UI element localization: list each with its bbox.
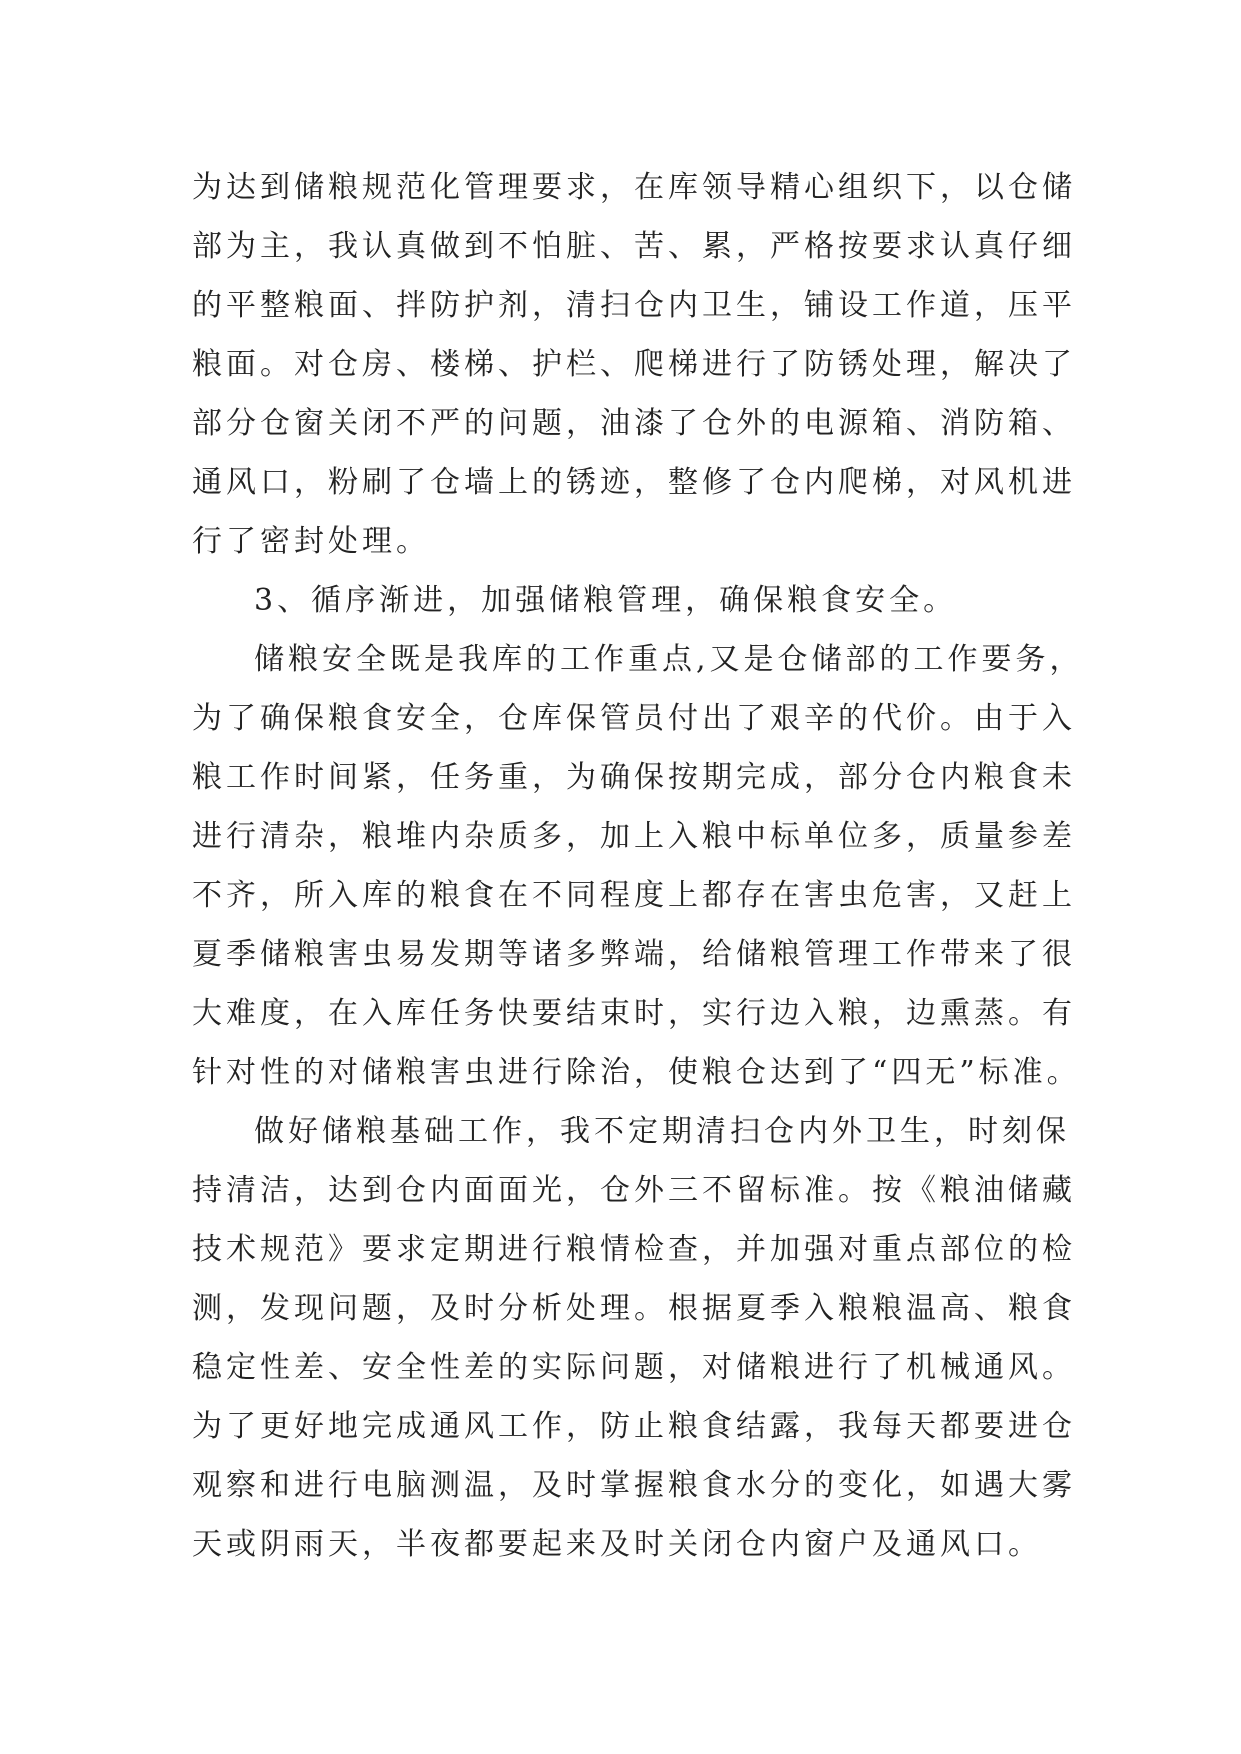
- text-line: 部分仓窗关闭不严的问题，油漆了仓外的电源箱、消防箱、: [192, 406, 1076, 441]
- text-line: 行了密封处理。: [192, 524, 430, 559]
- text-line: 测，发现问题，及时分析处理。根据夏季入粮粮温高、粮食: [192, 1291, 1076, 1326]
- section-heading: 3、循序渐进，加强储粮管理，确保粮食安全。: [254, 583, 958, 618]
- text-line: 持清洁，达到仓内面面光，仓外三不留标准。按《粮油储藏: [192, 1173, 1076, 1208]
- text-line: 为了更好地完成通风工作，防止粮食结露，我每天都要进仓: [192, 1409, 1076, 1444]
- text-line: 观察和进行电脑测温，及时掌握粮食水分的变化，如遇大雾: [192, 1468, 1076, 1503]
- text-line: 储粮安全既是我库的工作重点,又是仓储部的工作要务，: [254, 642, 1084, 677]
- text-line: 通风口，粉刷了仓墙上的锈迹，整修了仓内爬梯，对风机进: [192, 465, 1076, 500]
- text-line: 为了确保粮食安全，仓库保管员付出了艰辛的代价。由于入: [192, 701, 1076, 736]
- text-line: 针对性的对储粮害虫进行除治，使粮仓达到了“四无”标准。: [192, 1055, 1081, 1090]
- text-line: 粮工作时间紧，任务重，为确保按期完成，部分仓内粮食未: [192, 760, 1076, 795]
- text-line: 粮面。对仓房、楼梯、护栏、爬梯进行了防锈处理，解决了: [192, 347, 1076, 382]
- text-line: 的平整粮面、拌防护剂，清扫仓内卫生，铺设工作道，压平: [192, 288, 1076, 323]
- text-line: 大难度，在入库任务快要结束时，实行边入粮，边熏蒸。有: [192, 996, 1076, 1031]
- text-line: 为达到储粮规范化管理要求，在库领导精心组织下，以仓储: [192, 170, 1076, 205]
- text-line: 夏季储粮害虫易发期等诸多弊端，给储粮管理工作带来了很: [192, 937, 1076, 972]
- text-line: 技术规范》要求定期进行粮情检查，并加强对重点部位的检: [192, 1232, 1076, 1267]
- text-line: 稳定性差、安全性差的实际问题，对储粮进行了机械通风。: [192, 1350, 1076, 1385]
- text-line: 进行清杂，粮堆内杂质多，加上入粮中标单位多，质量参差: [192, 819, 1076, 854]
- text-line: 做好储粮基础工作，我不定期清扫仓内外卫生，时刻保: [254, 1114, 1070, 1149]
- text-line: 不齐，所入库的粮食在不同程度上都存在害虫危害，又赶上: [192, 878, 1076, 913]
- text-line: 部为主，我认真做到不怕脏、苦、累，严格按要求认真仔细: [192, 229, 1076, 264]
- document-body: [192, 158, 1084, 1574]
- text-line: 天或阴雨天，半夜都要起来及时关闭仓内窗户及通风口。: [192, 1527, 1042, 1562]
